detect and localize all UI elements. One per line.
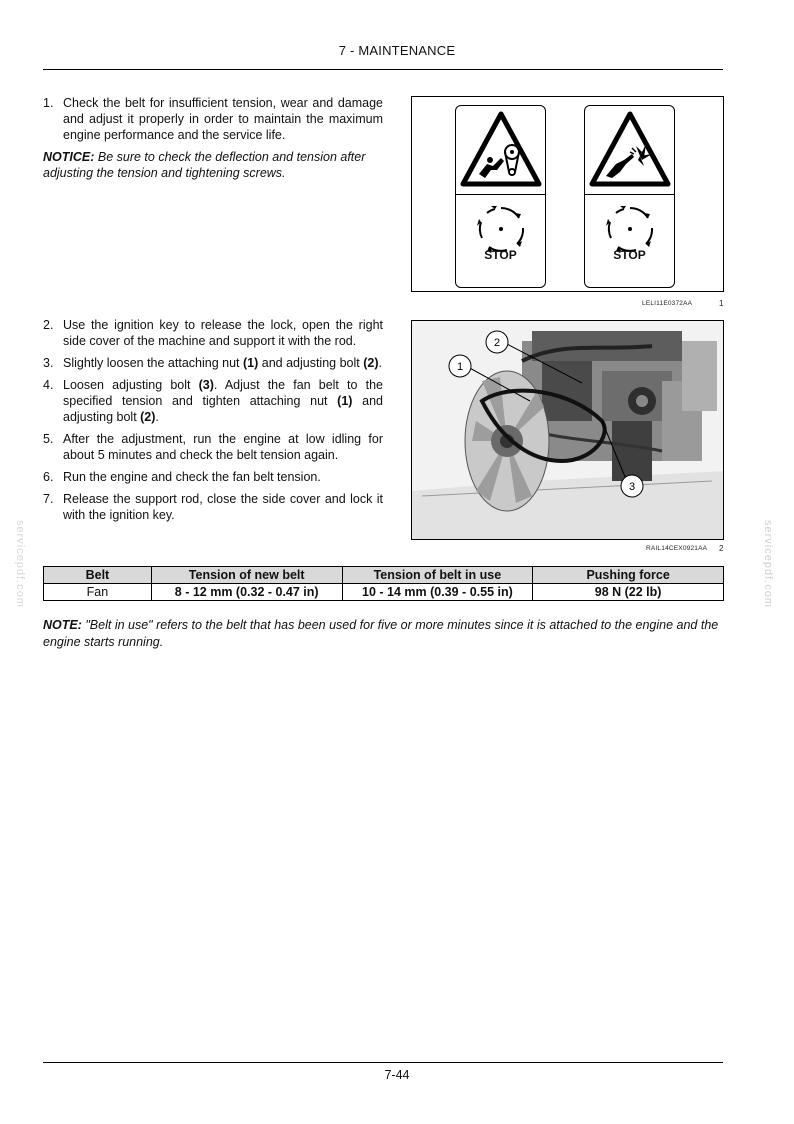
step-6 (43, 469, 383, 485)
table-row (44, 584, 724, 601)
notice-label: NOTICE: (43, 150, 95, 164)
callout-2 (486, 331, 508, 353)
step-text-fragment: Use the ignition key to release the lock, open the right side cover of the machine and support it with the rod. (63, 318, 383, 348)
step-text-fragment: After the adjustment, run the engine at low idling for about 5 minutes and check the belt tension again. (63, 432, 383, 462)
figure-2-number: 2 (719, 544, 724, 553)
belt-tension-table (43, 566, 724, 601)
part-reference: (2) (363, 356, 379, 370)
note-paragraph (43, 617, 724, 651)
table-cell: 10 - 14 mm (0.39 - 0.55 in) (342, 584, 533, 601)
rotating-parts-icon (471, 204, 531, 254)
step-text (63, 377, 383, 425)
step-text (63, 355, 383, 371)
step-text-fragment: Loosen adjusting bolt (63, 378, 199, 392)
intro-instructions (43, 95, 383, 181)
figure-1-caption: LELI11E0372AA (642, 300, 693, 307)
table-header-cell: Tension of belt in use (342, 567, 533, 584)
callout-3 (621, 475, 643, 497)
step-text-fragment: Slightly loosen the attaching nut (63, 356, 243, 370)
table-header-row (44, 567, 724, 584)
adjustment-steps (43, 317, 383, 529)
step-text-fragment: and adjusting bolt (63, 394, 383, 424)
belt-entanglement-warning-icon (457, 108, 545, 192)
step-3 (43, 355, 383, 371)
svg-text:1: 1 (456, 361, 464, 373)
step-number: 7. (43, 492, 54, 506)
part-reference: (2) (140, 410, 156, 424)
step-number: 4. (43, 378, 54, 392)
step-number: 3. (43, 356, 54, 370)
step-text (63, 469, 383, 485)
figure-2-engine-belt (411, 320, 724, 540)
page-header-title: 7 - MAINTENANCE (338, 43, 456, 58)
stop-label: STOP (613, 248, 646, 262)
table-header-cell: Belt (44, 567, 152, 584)
step-text-fragment: Run the engine and check the fan belt tension. (63, 470, 321, 484)
fan-cutting-warning-icon (586, 108, 674, 192)
rotating-parts-icon (600, 204, 660, 254)
step-1 (43, 95, 383, 143)
step-number: 2. (43, 318, 54, 332)
step-text-fragment: Release the support rod, close the side cover and lock it with the ignition key. (63, 492, 383, 522)
watermark-left: servicepdf.com (14, 520, 26, 608)
step-text-fragment: and adjusting bolt (258, 356, 364, 370)
table-header-cell: Pushing force (533, 567, 724, 584)
step-4 (43, 377, 383, 425)
engine-fan-belt-illustration (412, 321, 724, 540)
table-header-cell: Tension of new belt (151, 567, 342, 584)
step-text: Check the belt for insufficient tension, wear and damage and adjust it properly in order to maintain the maximum engine performance and the service life. (63, 96, 383, 142)
step-text-fragment: . (155, 410, 159, 424)
step-text (63, 431, 383, 463)
note-text: "Belt in use" refers to the belt that has been used for five or more minutes since it is attached to the engine and the engine starts running. (43, 618, 719, 649)
step-text-fragment: . (378, 356, 382, 370)
svg-text:2: 2 (493, 337, 501, 349)
part-reference: (1) (337, 394, 353, 408)
stop-label: STOP (484, 248, 517, 262)
svg-text:3: 3 (628, 481, 636, 493)
step-text-fragment: . Adjust the fan belt to the specified tension and tighten attaching nut (63, 378, 383, 408)
note-label: NOTE: (43, 618, 82, 632)
table-cell: 98 N (22 lb) (533, 584, 724, 601)
fan-hazard-sign (584, 105, 675, 288)
belt-hazard-sign (455, 105, 546, 288)
page-number: 7-44 (384, 1068, 410, 1082)
watermark-right: servicepdf.com (762, 520, 774, 608)
step-number: 1. (43, 96, 54, 110)
notice-paragraph (43, 149, 383, 181)
part-reference: (1) (242, 356, 259, 370)
sign-divider (456, 194, 545, 195)
step-5 (43, 431, 383, 463)
part-reference: (3) (198, 378, 214, 392)
figure-1-safety-signs (411, 96, 724, 292)
notice-text: Be sure to check the deflection and tension after adjusting the tension and tightening screws. (43, 150, 366, 180)
step-number: 6. (43, 470, 54, 484)
step-2 (43, 317, 383, 349)
step-7 (43, 491, 383, 523)
figure-1-number: 1 (719, 299, 724, 308)
step-number: 5. (43, 432, 54, 446)
step-text (63, 491, 383, 523)
callout-1 (449, 355, 471, 377)
table-cell: 8 - 12 mm (0.32 - 0.47 in) (151, 584, 342, 601)
step-text (63, 317, 383, 349)
header-rule (43, 69, 723, 70)
sign-divider (585, 194, 674, 195)
figure-2-caption: RAIL14CEX0921AA (646, 545, 708, 552)
table-cell: Fan (44, 584, 152, 601)
footer-rule (43, 1062, 723, 1063)
